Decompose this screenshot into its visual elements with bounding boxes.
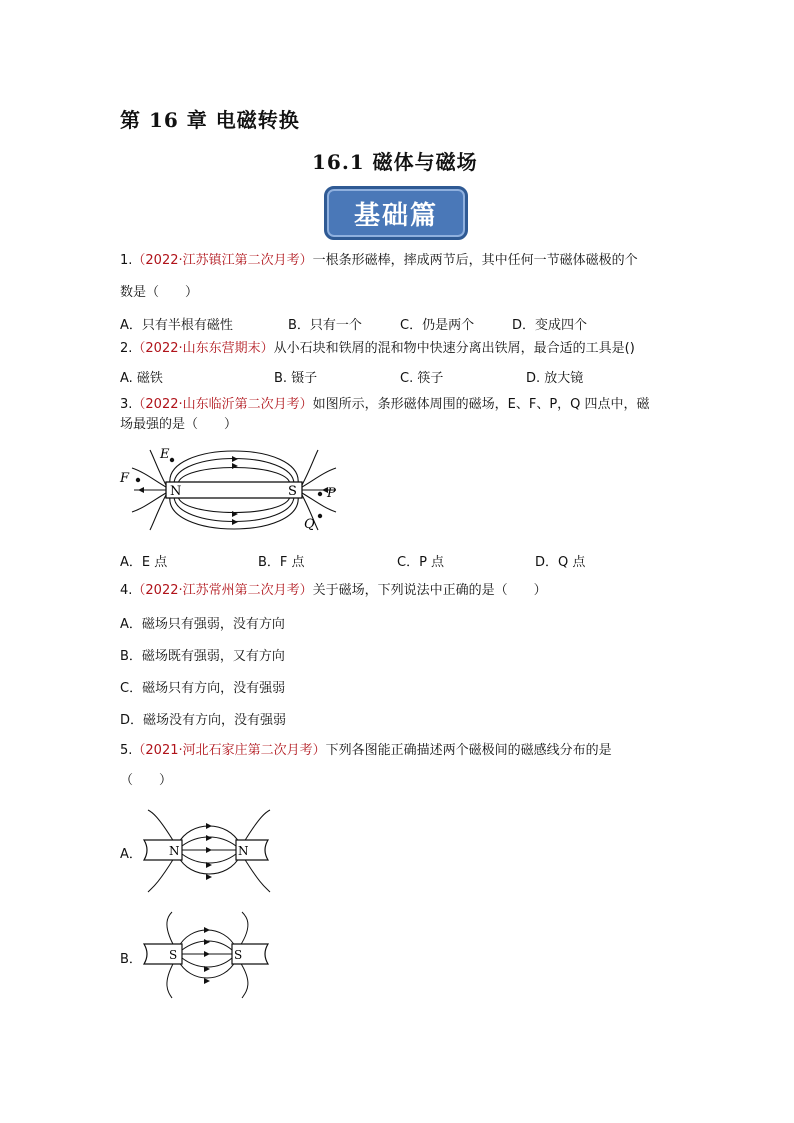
arrow-mark [204, 939, 210, 945]
option-d: D．Q 点 [535, 555, 586, 570]
option-b: B．F 点 [258, 555, 305, 570]
field-line [244, 858, 270, 892]
question-2 [120, 338, 680, 360]
option-a: A．磁场只有强弱，没有方向 [120, 617, 285, 632]
option-d: D. 放大镜 [526, 371, 584, 386]
chapter-title: 第 16 章 电磁转换 [120, 108, 300, 132]
figure-option-a-label: A． [120, 847, 142, 862]
field-line [174, 459, 294, 485]
question-stem: 一根条形磁棒，摔成两节后，其中任何一节磁体磁极的个 [312, 253, 638, 268]
question-5 [120, 740, 680, 762]
option-c: C．P 点 [397, 555, 445, 570]
point-e [170, 458, 174, 462]
field-line [174, 496, 294, 522]
option-c: C. 筷子 [400, 371, 444, 386]
field-line [167, 912, 174, 946]
question-number: 4. [120, 583, 133, 598]
question-1 [120, 250, 680, 272]
field-line [302, 450, 318, 485]
bar-magnet [166, 482, 302, 498]
question-stem-line2: 场最强的是（ ） [120, 417, 238, 432]
arrow-mark [206, 874, 212, 880]
point-p [318, 492, 322, 496]
arrow-mark [206, 847, 212, 853]
field-line [150, 495, 166, 530]
option-b: B. 镊子 [274, 371, 318, 386]
bar-magnet-field-figure [114, 440, 354, 536]
question-stem-line2: （ ） [120, 773, 173, 788]
arrow-mark [138, 487, 144, 493]
field-line [240, 962, 248, 998]
arrow-mark [232, 519, 238, 525]
option-a: A．只有半根有磁性 [120, 318, 233, 333]
question-stem: 关于磁场，下列说法中正确的是（ ） [312, 583, 547, 598]
option-d: D．变成四个 [512, 318, 588, 333]
pole-s: S [288, 484, 297, 499]
label-p: P [327, 486, 336, 501]
question-3 [120, 394, 680, 416]
field-line [240, 912, 248, 946]
option-b: B．磁场既有强弱，又有方向 [120, 649, 285, 664]
option-c: C．仍是两个 [400, 318, 475, 333]
two-magnets-figure-b [138, 910, 274, 1000]
option-a: A. 磁铁 [120, 371, 163, 386]
option-a: A．E 点 [120, 555, 168, 570]
two-magnets-figure-a [138, 806, 274, 896]
field-line [167, 962, 174, 998]
field-line [148, 858, 174, 892]
question-number: 5. [120, 743, 133, 758]
pole-left: S [169, 948, 178, 962]
question-stem: 下列各图能正确描述两个磁极间的磁感线分布的是 [325, 743, 612, 758]
arrow-mark [206, 823, 212, 829]
question-stem: 从小石块和铁屑的混和物中快速分离出铁屑，最合适的工具是() [273, 341, 635, 356]
field-line [302, 468, 336, 487]
pole-left: N [169, 844, 180, 858]
label-e: E [160, 447, 170, 462]
field-line [182, 854, 236, 863]
level-badge: 基础篇 [324, 186, 468, 240]
pole-right: S [234, 948, 243, 962]
pole-right: N [238, 844, 249, 858]
question-source: （2022·山东东营期末） [132, 341, 274, 356]
question-source: （2022·江苏镇江第二次月考） [132, 253, 313, 268]
question-source: （2021·河北石家庄第二次月考） [132, 743, 326, 758]
arrow-mark [232, 456, 238, 462]
pole-n: N [170, 484, 182, 499]
arrow-mark [206, 835, 212, 841]
figure-option-b-label: B． [120, 952, 142, 967]
question-number: 1. [120, 253, 133, 268]
field-line [132, 468, 166, 487]
field-line [132, 493, 166, 512]
question-source: （2022·江苏常州第二次月考） [132, 583, 313, 598]
question-4 [120, 580, 680, 602]
arrow-mark [232, 463, 238, 469]
question-number: 2. [120, 341, 133, 356]
section-title: 16.1 磁体与磁场 [312, 150, 478, 174]
label-f: F [120, 471, 130, 486]
field-line [182, 958, 232, 967]
label-q: Q [304, 517, 315, 532]
field-line [148, 810, 174, 842]
question-stem: 如图所示，条形磁体周围的磁场，E、F、P，Q 四点中，磁 [312, 397, 650, 412]
field-line [244, 810, 270, 842]
arrow-mark [204, 951, 210, 957]
question-source: （2022·山东临沂第二次月考） [132, 397, 313, 412]
arrow-mark [232, 511, 238, 517]
question-number: 3. [120, 397, 133, 412]
question-stem-line2: 数是（ ） [120, 285, 199, 300]
point-q [318, 514, 322, 518]
arrow-mark [204, 978, 210, 984]
option-b: B．只有一个 [288, 318, 362, 333]
arrow-mark [204, 927, 210, 933]
field-line [178, 930, 236, 948]
point-f [136, 478, 140, 482]
option-c: C．磁场只有方向，没有强弱 [120, 681, 286, 696]
option-d: D．磁场没有方向，没有强弱 [120, 713, 287, 728]
field-line [178, 826, 240, 844]
